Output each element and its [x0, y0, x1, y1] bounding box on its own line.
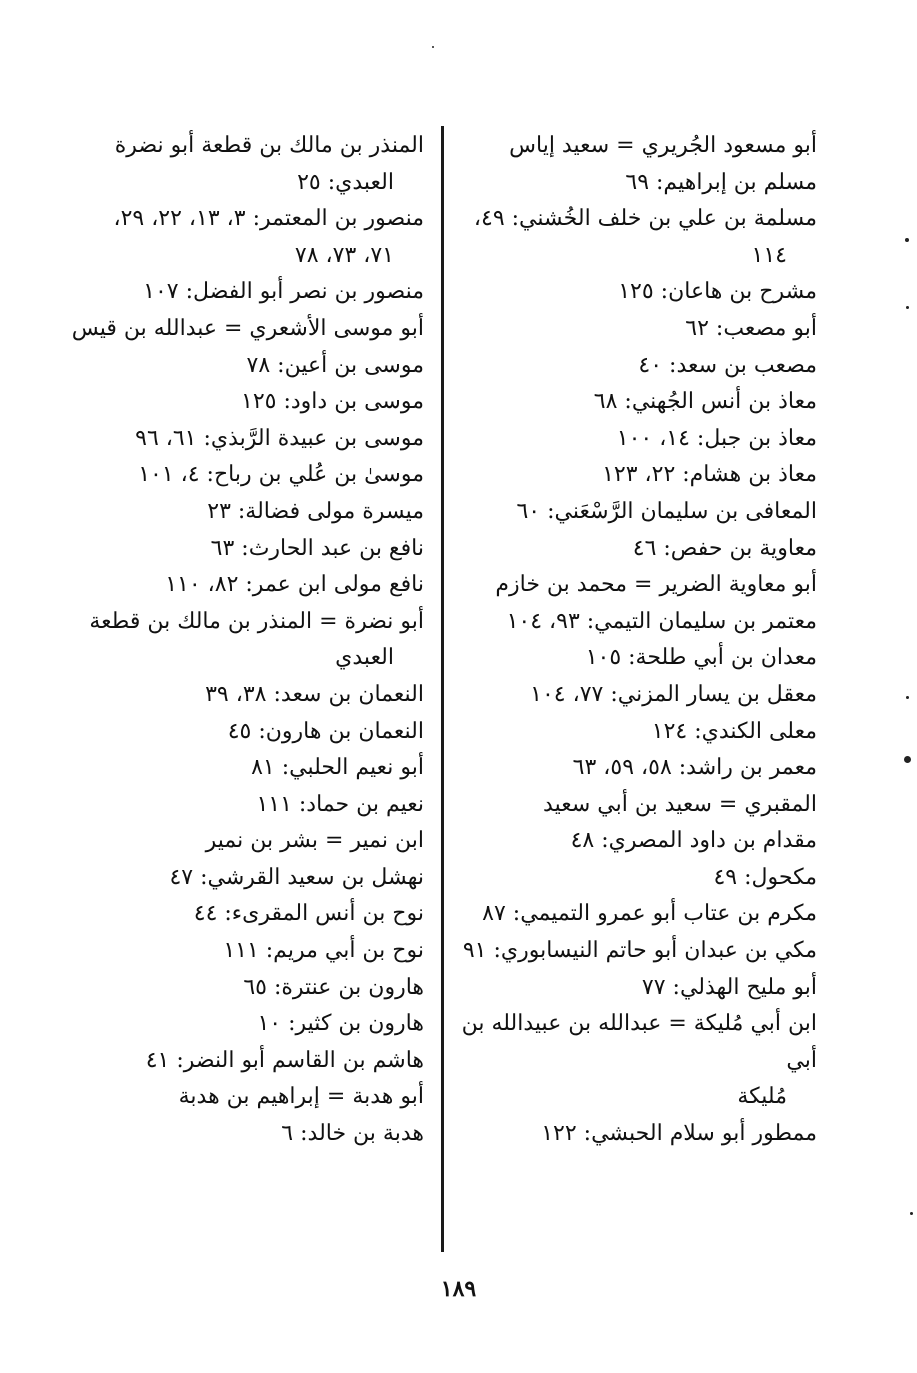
index-entry-text: ميسرة مولى فضالة: ٢٣	[207, 498, 424, 524]
scan-speck	[906, 306, 909, 309]
index-entry-text: مشرح بن هاعان: ١٢٥	[618, 279, 817, 305]
index-entry	[62, 970, 424, 1007]
index-entry-text: أبو هدبة = إبراهيم بن هدبة	[178, 1084, 424, 1110]
scan-speck	[910, 1212, 913, 1215]
index-entry	[62, 1006, 424, 1043]
index-entry	[62, 531, 424, 568]
index-entry-text: موسى بن داود: ١٢٥	[241, 389, 424, 415]
index-entry-text: أبو نعيم الحلبي: ٨١	[251, 755, 424, 781]
index-entry	[62, 421, 424, 458]
scan-speck	[432, 46, 434, 48]
scan-speck	[906, 696, 909, 699]
index-entry-text: هدبة بن خالد: ٦	[281, 1121, 424, 1147]
index-entry-continuation: ١١٤	[751, 242, 787, 268]
index-entry-text: معلى الكندي: ١٢٤	[651, 718, 817, 744]
scan-speck	[905, 238, 909, 242]
index-entry-text: منصور بن المعتمر: ٣، ١٣، ٢٢، ٢٩،	[113, 206, 424, 232]
index-entry-text: هاشم بن القاسم أبو النضر: ٤١	[145, 1047, 424, 1073]
index-entry-text: مسلم بن إبراهيم: ٦٩	[625, 169, 817, 195]
index-entry-text: نوح بن أنس المقرىء: ٤٤	[193, 901, 424, 927]
index-entry	[62, 677, 424, 714]
index-entry	[62, 1043, 424, 1080]
index-entry-text: مسلمة بن علي بن خلف الخُشني: ٤٩،	[473, 206, 817, 232]
index-entry-text: معقل بن يسار المزني: ٧٧، ١٠٤	[530, 681, 817, 707]
index-entry-continuation: ٧١، ٧٣، ٧٨	[294, 242, 394, 268]
index-entry	[455, 201, 817, 274]
index-entry	[455, 750, 817, 787]
index-entry-text: معاذ بن جبل: ١٤، ١٠٠	[616, 425, 817, 451]
index-entry-text: أبو نضرة = المنذر بن مالك بن قطعة	[89, 608, 424, 634]
index-entry	[62, 128, 424, 201]
index-entry	[455, 348, 817, 385]
index-entry	[62, 1116, 424, 1153]
index-entry	[455, 604, 817, 641]
index-entry	[455, 274, 817, 311]
index-entry-text: أبو موسى الأشعري = عبدالله بن قيس	[71, 315, 424, 341]
index-entry	[62, 457, 424, 494]
index-entry-text: نافع بن عبد الحارث: ٦٣	[210, 535, 424, 561]
index-entry-text: مكحول: ٤٩	[713, 864, 817, 890]
index-entry	[455, 567, 817, 604]
index-entry-text: أبو مصعب: ٦٢	[685, 315, 817, 341]
index-entry	[455, 1006, 817, 1116]
index-entry	[62, 896, 424, 933]
index-entry	[62, 384, 424, 421]
index-entry	[455, 933, 817, 970]
index-entry	[62, 750, 424, 787]
index-entry-text: معاذ بن هشام: ٢٢، ١٢٣	[602, 462, 817, 488]
index-entry	[62, 201, 424, 274]
index-entry-text: المنذر بن مالك بن قطعة أبو نضرة	[114, 133, 424, 158]
index-entry-text: مصعب بن سعد: ٤٠	[638, 352, 817, 378]
index-entry	[455, 457, 817, 494]
index-entry-text: أبو مليح الهذلي: ٧٧	[641, 974, 817, 1000]
scan-speck	[904, 756, 911, 763]
index-entry	[455, 384, 817, 421]
index-entry-text: هارون بن عنترة: ٦٥	[243, 974, 424, 1000]
index-entry-text: نافع مولى ابن عمر: ٨٢، ١١٠	[165, 572, 424, 598]
index-entry	[62, 567, 424, 604]
index-entry	[455, 714, 817, 751]
index-entry	[455, 311, 817, 348]
index-entry	[455, 531, 817, 568]
index-entry-text: ابن نمير = بشر بن نمير	[205, 828, 424, 854]
index-entry	[62, 860, 424, 897]
index-entry-text: النعمان بن سعد: ٣٨، ٣٩	[205, 681, 424, 707]
index-entry	[62, 604, 424, 677]
index-entry-text: ابن أبي مُليكة = عبدالله بن عبيدالله بن أبي	[461, 1011, 817, 1073]
index-entry	[455, 1116, 817, 1153]
index-entry-text: مقدام بن داود المصري: ٤٨	[570, 828, 817, 854]
index-entry-text: أبو معاوية الضرير = محمد بن خازم	[495, 572, 817, 598]
index-entry-text: معمر بن راشد: ٥٨، ٥٩، ٦٣	[572, 755, 817, 781]
index-entry-text: المقبري = سعيد بن أبي سعيد	[543, 791, 817, 817]
index-entry	[455, 860, 817, 897]
index-entry	[62, 823, 424, 860]
index-entry	[62, 787, 424, 824]
index-entry	[62, 274, 424, 311]
index-entry	[455, 421, 817, 458]
index-entry	[62, 494, 424, 531]
index-entry	[455, 896, 817, 933]
index-entry-continuation: مُليكة	[737, 1084, 787, 1110]
index-entry-text: موسىٰ بن عُلي بن رباح: ٤، ١٠١	[138, 462, 424, 488]
index-entry-text: معاوية بن حفص: ٤٦	[632, 535, 817, 561]
index-entry-text: موسى بن أعين: ٧٨	[246, 352, 424, 378]
index-entry	[455, 165, 817, 202]
index-entry-text: موسى بن عبيدة الرَّبذي: ٦١، ٩٦	[135, 425, 424, 451]
index-entry-text: مكرم بن عتاب أبو عمرو التميمي: ٨٧	[482, 901, 817, 927]
index-entry	[62, 1079, 424, 1116]
index-entry-text: هارون بن كثير: ١٠	[257, 1011, 424, 1037]
column-divider	[441, 126, 444, 1252]
index-entry	[62, 348, 424, 385]
index-entry	[62, 933, 424, 970]
index-entry-text: معدان بن أبي طلحة: ١٠٥	[585, 645, 817, 671]
index-entry	[455, 787, 817, 824]
index-entry-text: مكي بن عبدان أبو حاتم النيسابوري: ٩١	[462, 938, 817, 964]
index-entry	[62, 311, 424, 348]
index-column-left	[62, 128, 424, 1153]
index-entry-text: نهشل بن سعيد القرشي: ٤٧	[169, 864, 424, 890]
index-entry-text: أبو مسعود الجُريري = سعيد إياس	[509, 133, 817, 158]
index-entry-text: منصور بن نصر أبو الفضل: ١٠٧	[143, 279, 424, 305]
index-entry-text: معاذ بن أنس الجُهني: ٦٨	[593, 389, 817, 415]
index-entry	[455, 823, 817, 860]
index-entry-text: نعيم بن حماد: ١١١	[256, 791, 424, 817]
page-number: ١٨٩	[440, 1276, 477, 1302]
index-entry	[455, 494, 817, 531]
index-entry-text: النعمان بن هارون: ٤٥	[227, 718, 424, 744]
index-entry-continuation: العبدي	[335, 645, 394, 671]
index-entry	[455, 970, 817, 1007]
index-entry	[455, 128, 817, 165]
index-entry-text: المعافى بن سليمان الرَّسْعَني: ٦٠	[516, 498, 817, 524]
index-entry	[455, 640, 817, 677]
index-entry-continuation: العبدي: ٢٥	[297, 169, 394, 195]
index-entry-text: معتمر بن سليمان التيمي: ٩٣، ١٠٤	[506, 608, 817, 634]
index-column-right	[455, 128, 817, 1153]
index-entry-text: نوح بن أبي مريم: ١١١	[223, 938, 424, 964]
index-entry-text: ممطور أبو سلام الحبشي: ١٢٢	[541, 1121, 817, 1147]
index-entry	[62, 714, 424, 751]
index-entry	[455, 677, 817, 714]
